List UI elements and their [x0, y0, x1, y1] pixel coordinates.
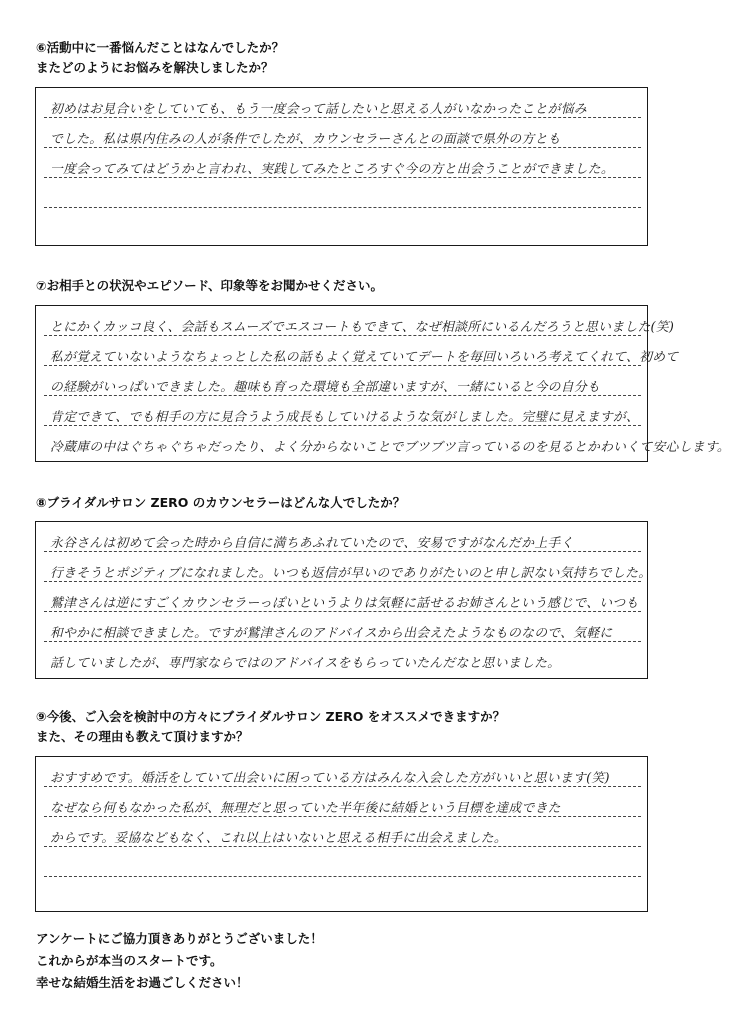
closing-message [36, 928, 323, 994]
ruled-line [44, 147, 641, 148]
question-8 [36, 493, 405, 513]
ruled-line [44, 581, 641, 582]
question-6 [36, 38, 284, 78]
question-6-line-1: ⑥活動中に一番悩んだことはなんでしたか？ [36, 40, 285, 55]
ruled-line [44, 786, 641, 787]
closing-line-2: これからが本当のスタートです。 [36, 953, 223, 968]
answer-6-line-3: 一度会ってみてはどうかと言われ、実践してみたところすぐ今の方と出会うことができました。 [50, 162, 614, 177]
answer-7-line-4: 肯定できて、でも相手の方に見合うよう成長もしていけるような気がしました。完璧に見えますが、 [50, 410, 640, 425]
question-7 [36, 276, 383, 296]
answer-8-line-4: 和やかに相談できました。ですが鷲津さんのアドバイスから出会えたようなものなので、気軽に [50, 626, 613, 641]
ruled-line [44, 876, 641, 877]
ruled-line [44, 641, 641, 642]
answer-7-line-2: 私が覚えていないようなちょっとした私の話もよく覚えていてデートを毎回いろいろ考えてくれて、初めて [50, 350, 679, 365]
ruled-line [44, 846, 641, 847]
answer-9-line-1: おすすめです。婚活をしていて出会いに困っている方はみんな入会した方がいいと思います(笑) [50, 771, 610, 786]
answer-6-line-1: 初めはお見合いをしていても、もう一度会って話したいと思える人がいなかったことが悩み [50, 102, 587, 117]
ruled-line [44, 611, 641, 612]
ruled-line [44, 117, 641, 118]
answer-7-line-5: 冷蔵庫の中はぐちゃぐちゃだったり、よく分からないことでブツブツ言っているのを見るとかわいくて安心します。 [50, 440, 730, 455]
question-9-line-1: ⑨今後、ご入会を検討中の方々にブライダルサロン ZERO をオススメできますか？ [36, 709, 506, 724]
question-7-line-1: ⑦お相手との状況やエピソード、印象等をお聞かせください。 [36, 278, 383, 293]
answer-9-line-2: なぜなら何もなかった私が、無理だと思っていた半年後に結婚という目標を達成できた [50, 801, 561, 816]
ruled-line [44, 551, 641, 552]
ruled-line [44, 207, 641, 208]
ruled-line [44, 816, 641, 817]
answer-box-9 [35, 756, 648, 912]
answer-6-line-2: でした。私は県内住みの人が条件でしたが、カウンセラーさんとの面談で県外の方とも [50, 132, 561, 147]
closing-line-1: アンケートにご協力頂きありがとうございました！ [36, 931, 323, 946]
ruled-line [44, 425, 641, 426]
answer-9-line-3: からです。妥協などもなく、これ以上はいないと思える相手に出会えました。 [50, 831, 507, 846]
ruled-line [44, 395, 641, 396]
question-8-line-1: ⑧ブライダルサロン ZERO のカウンセラーはどんな人でしたか？ [36, 495, 406, 510]
ruled-line [44, 177, 641, 178]
answer-7-line-1: とにかくカッコ良く、会話もスムーズでエスコートもできて、なぜ相談所にいるんだろうと思いました(笑) [50, 320, 675, 335]
answer-box-7 [35, 305, 730, 462]
question-9 [36, 707, 505, 747]
answer-8-line-3: 鷲津さんは逆にすごくカウンセラーっぽいというよりは気軽に話せるお姉さんという感じで、いつも [50, 596, 639, 611]
question-6-line-2: またどのようにお悩みを解決しましたか？ [36, 60, 274, 75]
ruled-line [44, 365, 641, 366]
answer-box-8 [35, 521, 652, 679]
ruled-line [44, 335, 641, 336]
answer-8-line-5: 話していましたが、専門家ならではのアドバイスをもらっていたんだなと思いました。 [50, 656, 561, 671]
closing-line-3: 幸せな結婚生活をお過ごしください！ [36, 975, 249, 990]
answer-box-6 [35, 87, 648, 246]
answer-8-line-2: 行きそうとポジティブになれました。いつも返信が早いのでありがたいのと申し訳ない気持ちでした。 [50, 566, 652, 581]
question-9-line-2: また、その理由も教えて頂けますか？ [36, 729, 249, 744]
answer-7-line-3: の経験がいっぱいできました。趣味も育った環境も全部違いますが、一緒にいると今の自分も [50, 380, 601, 395]
answer-8-line-1: 永谷さんは初めて会った時から自信に満ちあふれていたので、安易ですがなんだか上手く [50, 536, 574, 551]
